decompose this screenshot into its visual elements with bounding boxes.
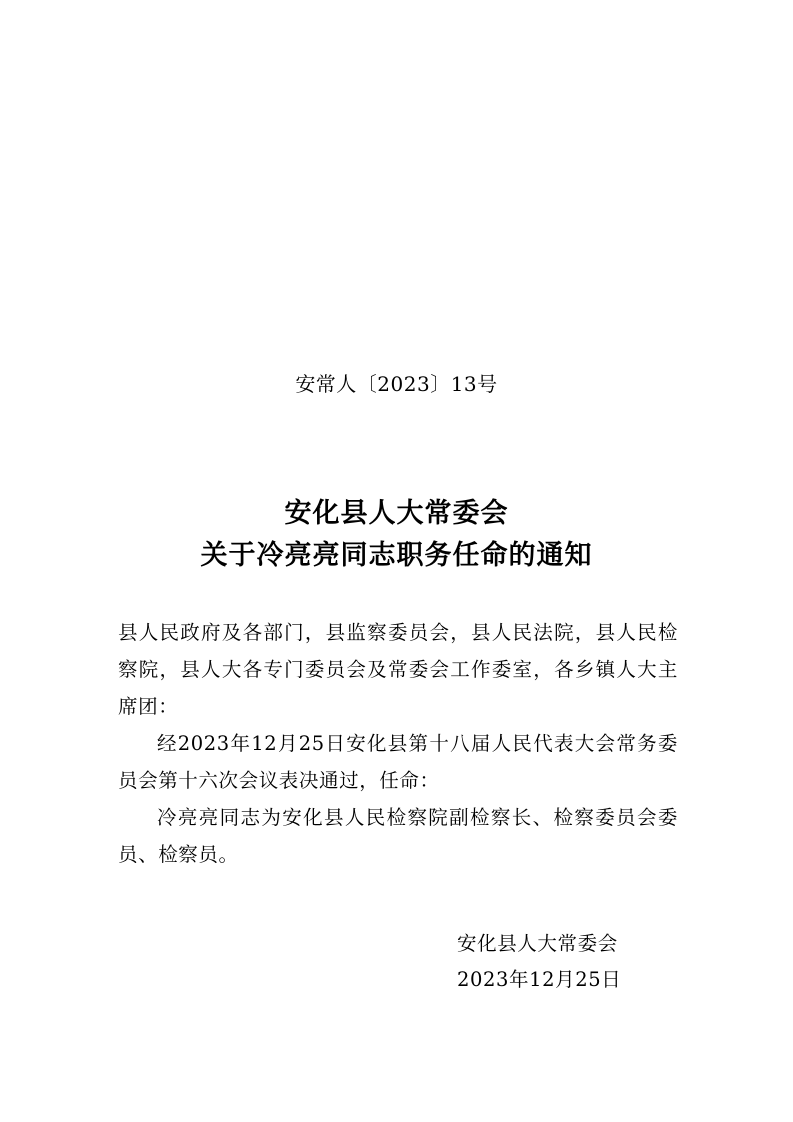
signature-block [457, 926, 621, 998]
document-title-line-2: 关于冷亮亮同志职务任命的通知 [200, 540, 593, 571]
signature-organization: 安化县人大常委会 [457, 932, 618, 955]
signature-date: 2023年12月25日 [457, 968, 622, 991]
addressee-paragraph: 县人民政府及各部门，县监察委员会，县人民法院，县人民检察院，县人大各专门委员会及常委会工作委室，各乡镇人大主席团： [118, 621, 678, 718]
document-title-line-1: 安化县人大常委会 [284, 498, 509, 529]
appointment-paragraph: 冷亮亮同志为安化县人民检察院副检察长、检察委员会委员、检察员。 [118, 806, 678, 866]
document-number: 安常人〔2023〕13号 [295, 372, 498, 396]
document-body [118, 614, 678, 873]
resolution-paragraph: 经2023年12月25日安化县第十八届人民代表大会常务委员会第十六次会议表决通过，任命： [118, 732, 678, 792]
